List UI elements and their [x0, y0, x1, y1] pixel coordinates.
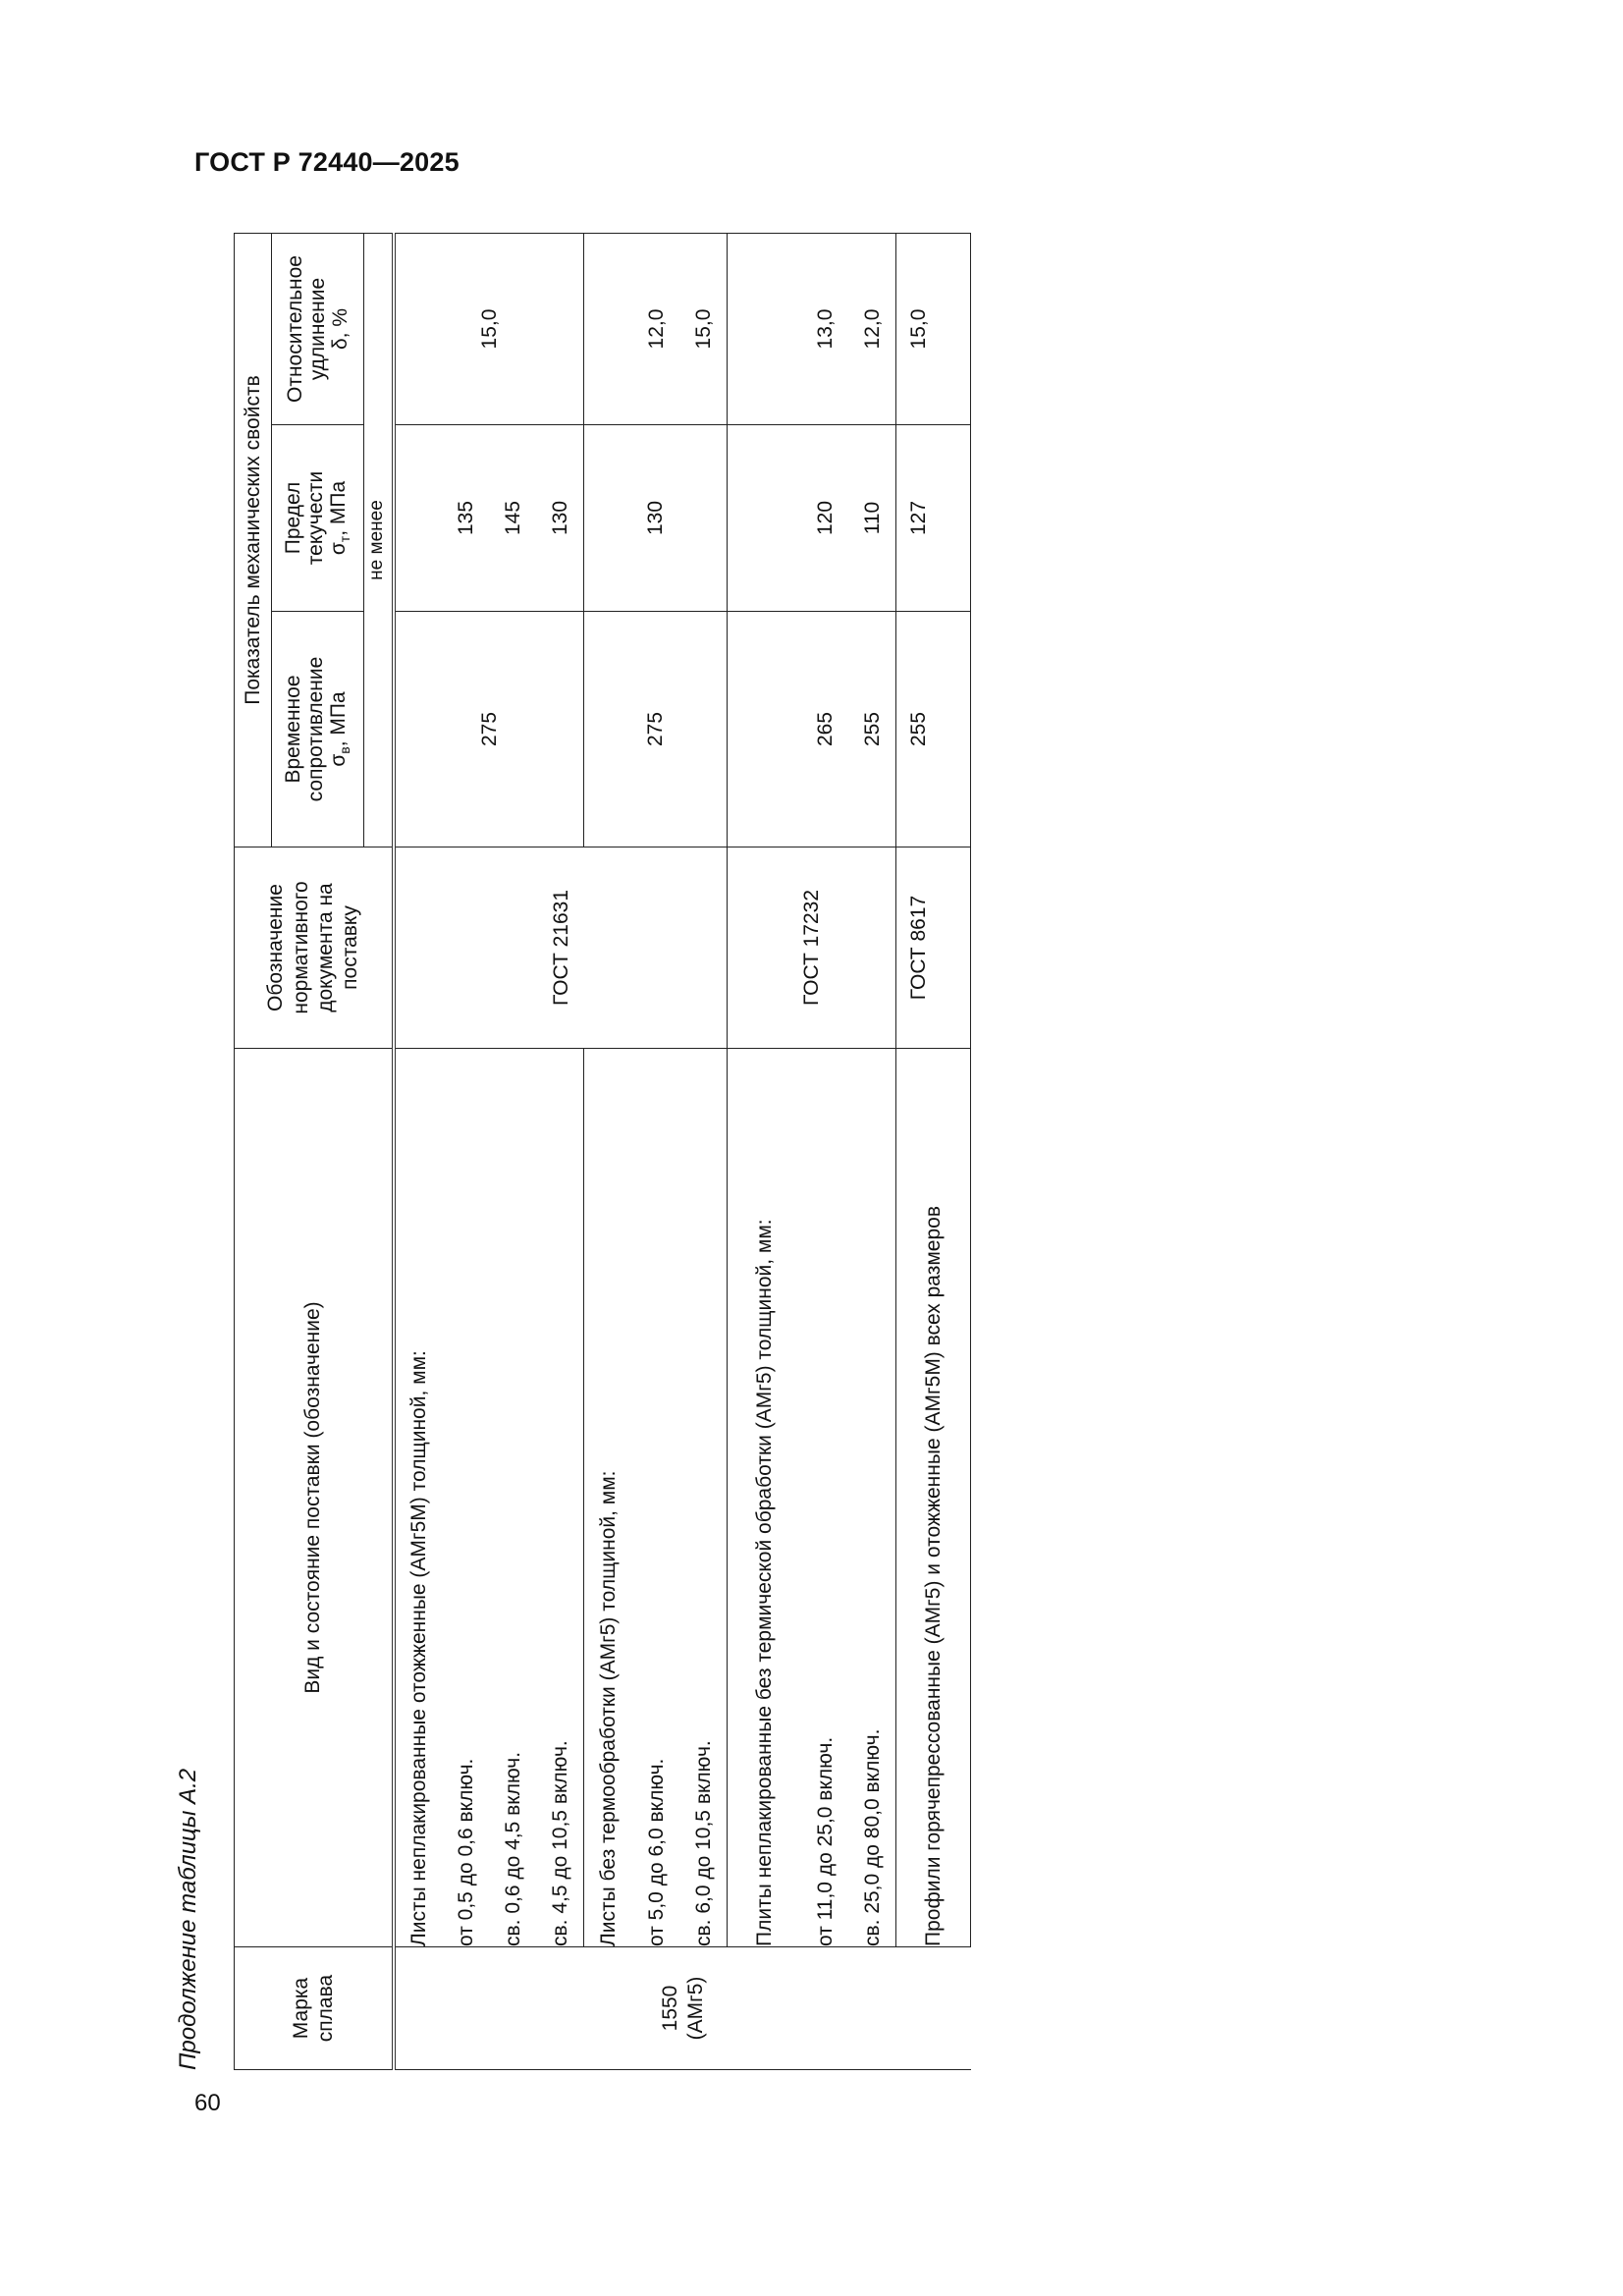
yield-cell: 130 — [537, 425, 584, 612]
yield-cell: 110 — [849, 425, 896, 612]
yield-cell: 120 — [802, 425, 849, 612]
elongation-cell: 15,0 — [680, 234, 728, 425]
header-not-less: не менее — [364, 234, 394, 847]
alloy-grade-cell: 1550 (АМг5) — [394, 1947, 971, 2070]
tensile-cell: 275 — [394, 612, 584, 847]
header-document: Обозначение нормативного документа на поставку — [235, 847, 394, 1049]
header-tensile: Временное сопротивление $\sigma_в$, МПа — [272, 612, 364, 847]
tensile-cell: 275 — [584, 612, 728, 847]
table-caption: Продолжение таблицы А.2 — [175, 1768, 201, 2070]
header-mech-group: Показатель механических свойств — [235, 234, 272, 847]
group-title-plates: Плиты неплакированные без термической обработки (АМг5) толщиной, мм: — [728, 1049, 802, 1947]
document-cell-profiles: ГОСТ 8617 — [896, 847, 971, 1049]
elongation-cell: 12,0 — [633, 234, 680, 425]
elongation-cell-empty — [728, 234, 802, 425]
mechanical-properties-table — [234, 233, 971, 2070]
table-row-label: св. 0,6 до 4,5 включ. — [490, 1049, 537, 1947]
document-cell-plates: ГОСТ 17232 — [728, 847, 896, 1049]
header-yield: Предел текучести $\sigma_т$, МПа — [272, 425, 364, 612]
tensile-cell: 265 — [802, 612, 849, 847]
table-row-label: св. 6,0 до 10,5 включ. — [680, 1049, 728, 1947]
header-elongation: Относительное удлинение δ, % — [272, 234, 364, 425]
yield-cell-empty — [728, 425, 802, 612]
tensile-cell: 255 — [896, 612, 971, 847]
rotated-table-area — [175, 234, 970, 2070]
yield-cell-empty — [394, 425, 443, 612]
yield-cell: 135 — [443, 425, 490, 612]
table-row-label: от 11,0 до 25,0 включ. — [802, 1049, 849, 1947]
document-cell-sheets: ГОСТ 21631 — [394, 847, 728, 1049]
group-title-sheets-annealed: Листы неплакированные отожженные (АМг5М) толщиной, мм: — [394, 1049, 443, 1947]
elongation-cell-empty — [584, 234, 633, 425]
tensile-cell: 255 — [849, 612, 896, 847]
table-row-label: св. 4,5 до 10,5 включ. — [537, 1049, 584, 1947]
yield-cell: 127 — [896, 425, 971, 612]
header-grade: Марка сплава — [235, 1947, 394, 2070]
document-code: ГОСТ Р 72440—2025 — [194, 147, 460, 177]
elongation-cell: 13,0 — [802, 234, 849, 425]
table-row-label: от 5,0 до 6,0 включ. — [633, 1049, 680, 1947]
tensile-cell-empty — [728, 612, 802, 847]
elongation-cell: 15,0 — [896, 234, 971, 425]
table-row-label: от 0,5 до 0,6 включ. — [443, 1049, 490, 1947]
elongation-cell: 12,0 — [849, 234, 896, 425]
table-row-label: св. 25,0 до 80,0 включ. — [849, 1049, 896, 1947]
header-delivery: Вид и состояние поставки (обозначение) — [235, 1049, 394, 1947]
group-title-sheets-untreated: Листы без термообработки (АМг5) толщиной, мм: — [584, 1049, 633, 1947]
yield-cell: 145 — [490, 425, 537, 612]
page-number: 60 — [194, 2090, 221, 2116]
yield-cell: 130 — [584, 425, 728, 612]
group-title-profiles: Профили горячепрессованные (АМг5) и отожженные (АМг5М) всех размеров — [896, 1049, 971, 1947]
elongation-cell: 15,0 — [394, 234, 584, 425]
